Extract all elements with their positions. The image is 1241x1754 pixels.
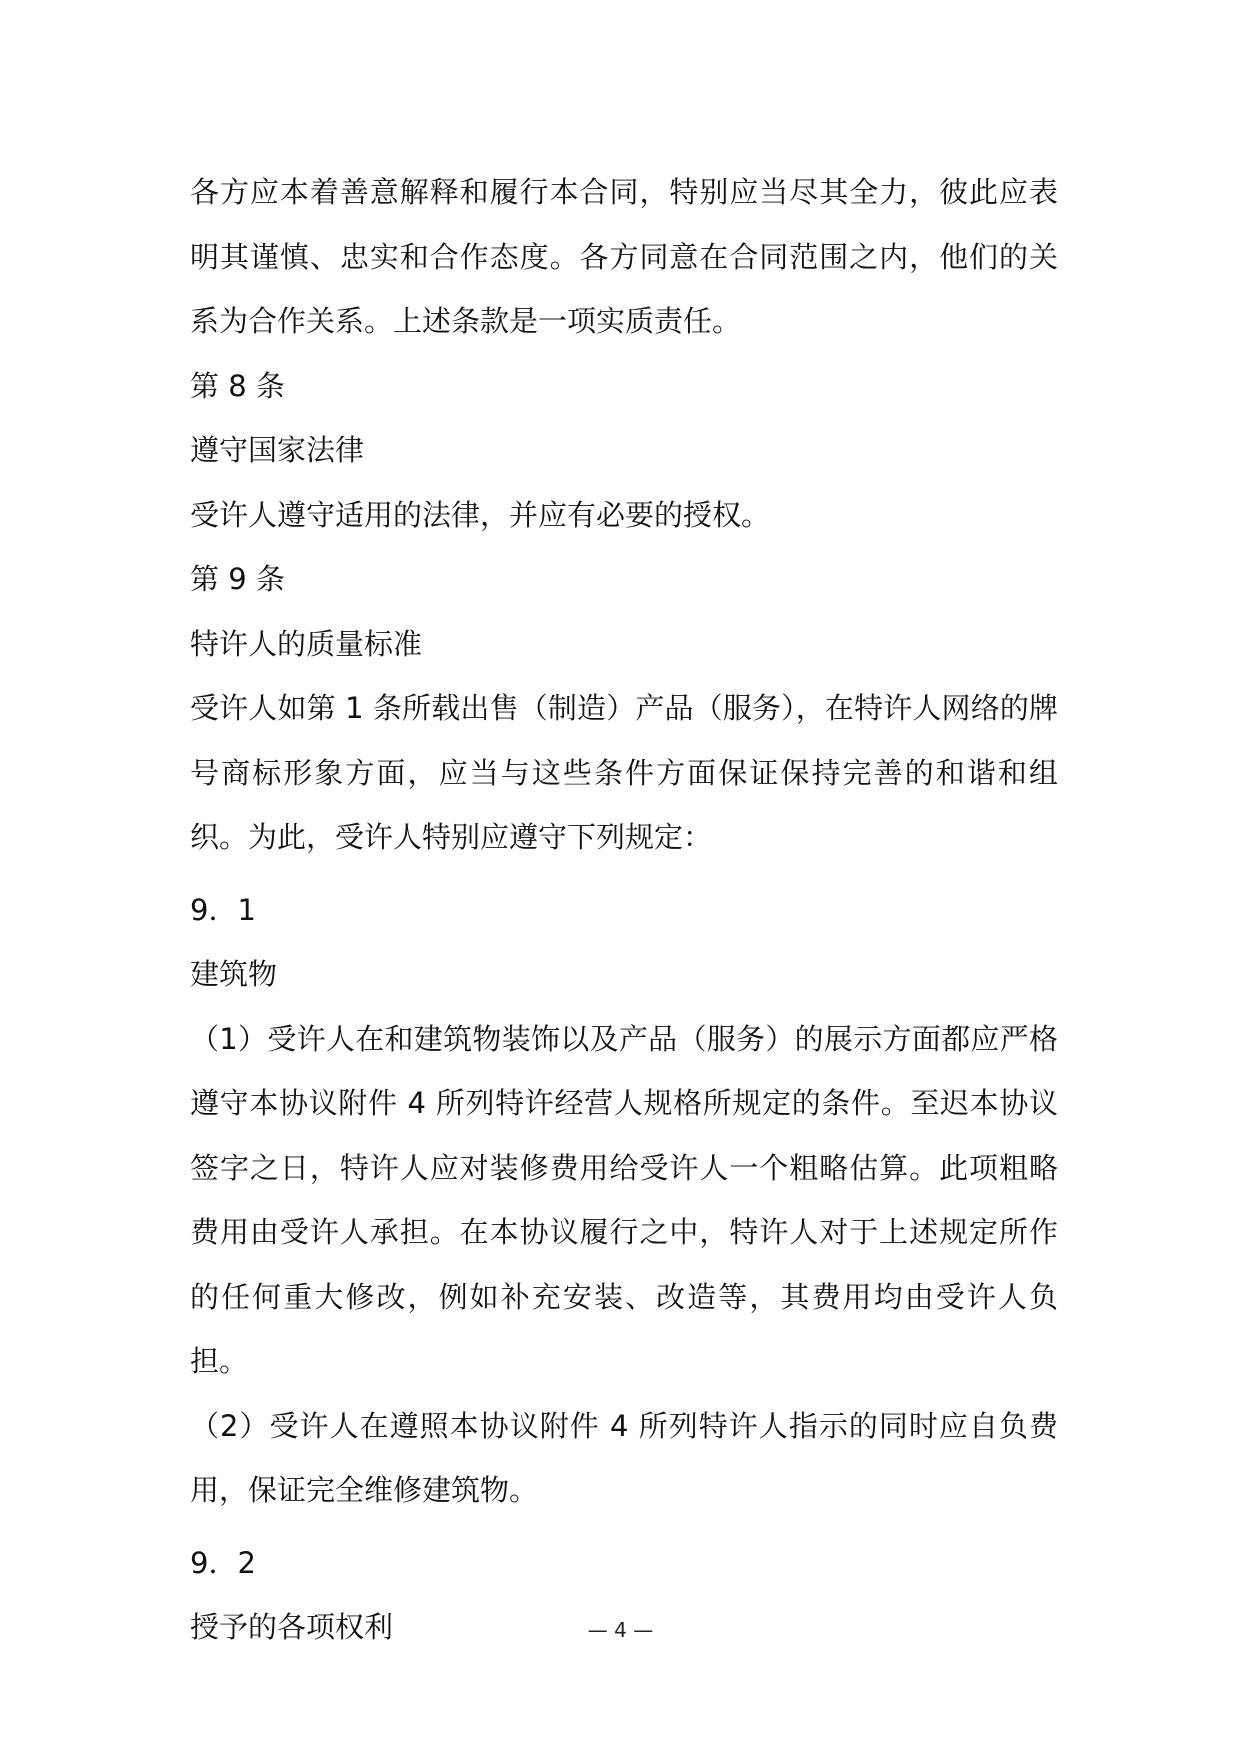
paragraph-building-1: （1）受许人在和建筑物装饰以及产品（服务）的展示方面都应严格遵守本协议附件 4 所列特许经营人规格所规定的条件。至迟本协议签字之日，特许人应对装修费用给受许人一个粗略估算。此项粗略费用由受许人承担。在本协议履行之中，特许人对于上述规定所作的任何重大修改，例如补充安装、改造等，其费用均由受许人负担。 bbox=[190, 1021, 1058, 1378]
article-8-title: 遵守国家法律 bbox=[190, 433, 365, 467]
paragraph-good-faith: 各方应本着善意解释和履行本合同，特别应当尽其全力，彼此应表明其谨慎、忠实和合作态度。各方同意在合同范围之内，他们的关系为合作关系。上述条款是一项实质责任。 bbox=[190, 175, 1058, 338]
paragraph-compliance: 受许人遵守适用的法律，并应有必要的授权。 bbox=[190, 497, 771, 532]
paragraph-quality-standards: 受许人如第 1 条所载出售（制造）产品（服务），在特许人网络的牌号商标形象方面，应当与这些条件方面保证保持完善的和谐和组织。为此，受许人特别应遵守下列规定： bbox=[190, 691, 1058, 854]
section-9-2-heading: 9．2 bbox=[190, 1545, 256, 1580]
article-8-heading: 第 8 条 bbox=[190, 368, 285, 403]
section-9-1-heading: 9．1 bbox=[190, 892, 256, 927]
document-body bbox=[190, 160, 1058, 1660]
section-9-2-title: 授予的各项权利 bbox=[190, 1610, 394, 1644]
article-9-title: 特许人的质量标准 bbox=[190, 626, 423, 661]
page-number: — 4 — bbox=[587, 1618, 654, 1642]
section-9-1-title: 建筑物 bbox=[190, 957, 278, 991]
paragraph-building-2: （2）受许人在遵照本协议附件 4 所列特许人指示的同时应自负费用，保证完全维修建筑物。 bbox=[190, 1408, 1058, 1507]
article-9-heading: 第 9 条 bbox=[190, 562, 285, 596]
